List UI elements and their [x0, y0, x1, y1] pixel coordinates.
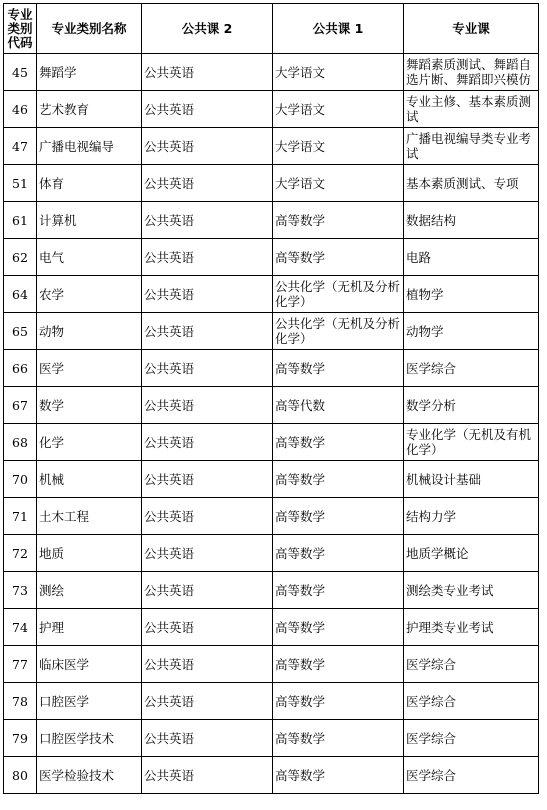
- cell-code: 78: [4, 683, 37, 720]
- table-row: [4, 239, 539, 276]
- cell-major: 广播电视编导类专业考试: [404, 128, 539, 165]
- cell-course2: 公共英语: [142, 128, 273, 165]
- table-row: [4, 424, 539, 461]
- table-row: [4, 535, 539, 572]
- cell-name: 地质: [37, 535, 142, 572]
- cell-code: 77: [4, 646, 37, 683]
- cell-course1: 高等数学: [273, 202, 404, 239]
- cell-course2: 公共英语: [142, 720, 273, 757]
- cell-code: 51: [4, 165, 37, 202]
- cell-major: 舞蹈素质测试、舞蹈自选片断、舞蹈即兴模仿: [404, 54, 539, 91]
- cell-name: 舞蹈学: [37, 54, 142, 91]
- cell-course1: 高等数学: [273, 572, 404, 609]
- table-row: [4, 350, 539, 387]
- cell-course1: 大学语文: [273, 54, 404, 91]
- cell-course2: 公共英语: [142, 646, 273, 683]
- cell-course2: 公共英语: [142, 239, 273, 276]
- cell-name: 数学: [37, 387, 142, 424]
- cell-name: 口腔医学技术: [37, 720, 142, 757]
- cell-code: 65: [4, 313, 37, 350]
- cell-major: 医学综合: [404, 757, 539, 794]
- cell-course1: 高等数学: [273, 239, 404, 276]
- cell-course2: 公共英语: [142, 535, 273, 572]
- table-row: [4, 609, 539, 646]
- table-row: [4, 313, 539, 350]
- cell-major: 数据结构: [404, 202, 539, 239]
- cell-major: 电路: [404, 239, 539, 276]
- cell-course2: 公共英语: [142, 313, 273, 350]
- table-row: [4, 646, 539, 683]
- cell-name: 机械: [37, 461, 142, 498]
- header-code: 专业类别代码: [4, 4, 37, 54]
- cell-course1: 公共化学（无机及分析化学）: [273, 276, 404, 313]
- cell-course1: 大学语文: [273, 91, 404, 128]
- table-row: [4, 387, 539, 424]
- cell-course1: 高等数学: [273, 720, 404, 757]
- cell-code: 74: [4, 609, 37, 646]
- cell-course2: 公共英语: [142, 498, 273, 535]
- header-name: 专业类别名称: [37, 4, 142, 54]
- table-row: [4, 91, 539, 128]
- cell-name: 测绘: [37, 572, 142, 609]
- cell-course2: 公共英语: [142, 683, 273, 720]
- cell-course2: 公共英语: [142, 387, 273, 424]
- cell-code: 45: [4, 54, 37, 91]
- table-row: [4, 461, 539, 498]
- cell-code: 67: [4, 387, 37, 424]
- header-course2: 公共课 2: [142, 4, 273, 54]
- cell-major: 专业主修、基本素质测试: [404, 91, 539, 128]
- cell-code: 46: [4, 91, 37, 128]
- cell-course2: 公共英语: [142, 757, 273, 794]
- cell-major: 结构力学: [404, 498, 539, 535]
- cell-course2: 公共英语: [142, 609, 273, 646]
- cell-course1: 高等数学: [273, 350, 404, 387]
- cell-course2: 公共英语: [142, 350, 273, 387]
- table-row: [4, 498, 539, 535]
- cell-code: 80: [4, 757, 37, 794]
- cell-name: 临床医学: [37, 646, 142, 683]
- table-header: [4, 4, 539, 54]
- cell-code: 72: [4, 535, 37, 572]
- header-major: 专业课: [404, 4, 539, 54]
- cell-name: 体育: [37, 165, 142, 202]
- cell-code: 79: [4, 720, 37, 757]
- cell-course2: 公共英语: [142, 461, 273, 498]
- cell-course1: 高等代数: [273, 387, 404, 424]
- cell-major: 机械设计基础: [404, 461, 539, 498]
- cell-code: 61: [4, 202, 37, 239]
- subject-table: [3, 3, 539, 794]
- cell-course1: 高等数学: [273, 757, 404, 794]
- cell-code: 47: [4, 128, 37, 165]
- cell-major: 基本素质测试、专项: [404, 165, 539, 202]
- cell-major: 医学综合: [404, 350, 539, 387]
- table-row: [4, 757, 539, 794]
- cell-major: 植物学: [404, 276, 539, 313]
- cell-course2: 公共英语: [142, 91, 273, 128]
- cell-course2: 公共英语: [142, 424, 273, 461]
- cell-course1: 高等数学: [273, 609, 404, 646]
- cell-course1: 大学语文: [273, 128, 404, 165]
- header-course1: 公共课 1: [273, 4, 404, 54]
- cell-name: 化学: [37, 424, 142, 461]
- cell-major: 医学综合: [404, 683, 539, 720]
- cell-code: 71: [4, 498, 37, 535]
- header-row: [4, 4, 539, 54]
- cell-code: 64: [4, 276, 37, 313]
- cell-major: 动物学: [404, 313, 539, 350]
- cell-name: 口腔医学: [37, 683, 142, 720]
- cell-name: 电气: [37, 239, 142, 276]
- cell-name: 艺术教育: [37, 91, 142, 128]
- table-row: [4, 572, 539, 609]
- cell-major: 专业化学（无机及有机化学）: [404, 424, 539, 461]
- cell-course2: 公共英语: [142, 202, 273, 239]
- cell-name: 动物: [37, 313, 142, 350]
- cell-course2: 公共英语: [142, 54, 273, 91]
- table-row: [4, 683, 539, 720]
- cell-major: 地质学概论: [404, 535, 539, 572]
- cell-course1: 公共化学（无机及分析化学）: [273, 313, 404, 350]
- cell-code: 66: [4, 350, 37, 387]
- cell-name: 农学: [37, 276, 142, 313]
- cell-name: 计算机: [37, 202, 142, 239]
- cell-course2: 公共英语: [142, 165, 273, 202]
- cell-major: 医学综合: [404, 646, 539, 683]
- cell-course1: 高等数学: [273, 683, 404, 720]
- cell-code: 62: [4, 239, 37, 276]
- cell-major: 医学综合: [404, 720, 539, 757]
- cell-name: 医学检验技术: [37, 757, 142, 794]
- cell-course1: 高等数学: [273, 424, 404, 461]
- table-row: [4, 165, 539, 202]
- table-row: [4, 720, 539, 757]
- table-row: [4, 54, 539, 91]
- cell-course1: 高等数学: [273, 461, 404, 498]
- cell-name: 土木工程: [37, 498, 142, 535]
- cell-course2: 公共英语: [142, 276, 273, 313]
- cell-name: 护理: [37, 609, 142, 646]
- table-row: [4, 128, 539, 165]
- cell-course2: 公共英语: [142, 572, 273, 609]
- table-row: [4, 276, 539, 313]
- cell-name: 广播电视编导: [37, 128, 142, 165]
- cell-major: 护理类专业考试: [404, 609, 539, 646]
- cell-course1: 高等数学: [273, 646, 404, 683]
- cell-course1: 大学语文: [273, 165, 404, 202]
- cell-code: 68: [4, 424, 37, 461]
- cell-major: 测绘类专业考试: [404, 572, 539, 609]
- table-body: [4, 54, 539, 794]
- cell-code: 70: [4, 461, 37, 498]
- cell-course1: 高等数学: [273, 498, 404, 535]
- table-row: [4, 202, 539, 239]
- cell-major: 数学分析: [404, 387, 539, 424]
- cell-name: 医学: [37, 350, 142, 387]
- cell-course1: 高等数学: [273, 535, 404, 572]
- cell-code: 73: [4, 572, 37, 609]
